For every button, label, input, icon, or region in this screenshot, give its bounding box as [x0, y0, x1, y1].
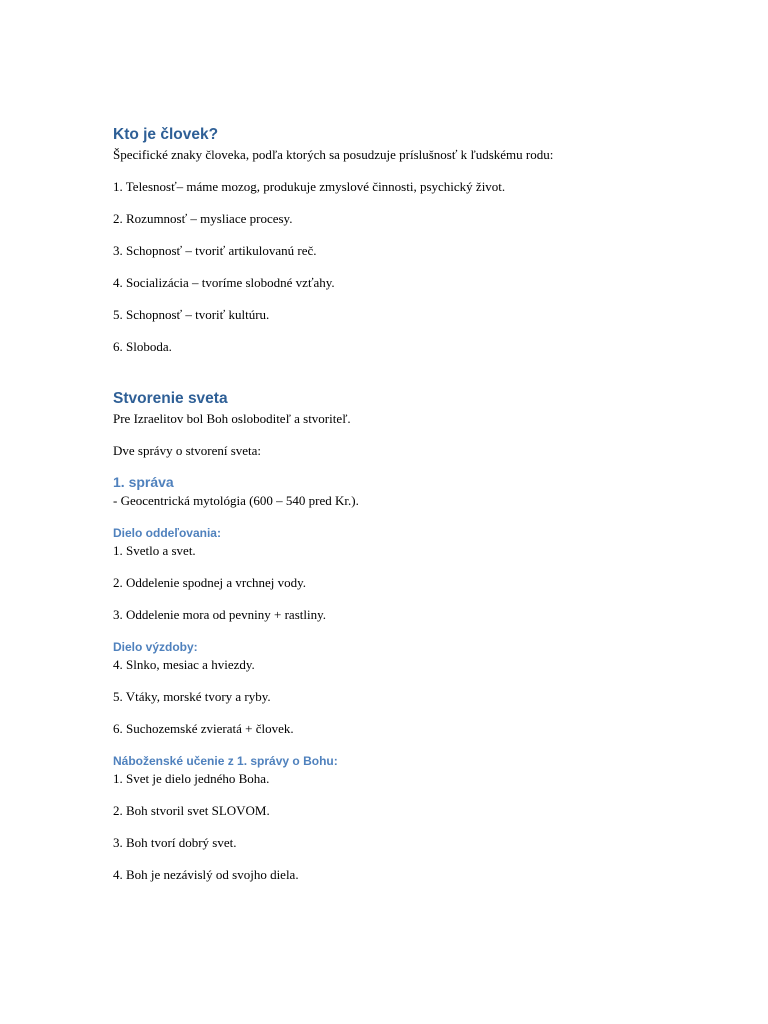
heading-stvorenie-sveta: Stvorenie sveta — [113, 390, 228, 407]
subheading-1-sprava: 1. správa — [113, 474, 174, 490]
list-item: 4. Boh je nezávislý od svojho diela. — [113, 867, 299, 882]
document-page — [113, 124, 673, 884]
list-item: 1. Svetlo a svet. — [113, 543, 196, 558]
list-item: 6. Sloboda. — [113, 339, 172, 354]
list-item: 4. Slnko, mesiac a hviezdy. — [113, 657, 255, 672]
list-item: 6. Suchozemské zvieratá + človek. — [113, 721, 294, 736]
list-item: 1. Svet je dielo jedného Boha. — [113, 771, 270, 786]
list-item: 3. Schopnosť – tvoriť artikulovanú reč. — [113, 243, 317, 258]
group-title-dielo-oddelovania: Dielo oddeľovania: — [113, 526, 221, 540]
list-item: 2. Oddelenie spodnej a vrchnej vody. — [113, 575, 307, 590]
group-title-nabozenske-ucenie: Náboženské učenie z 1. správy o Bohu: — [113, 754, 338, 768]
list-item: 3. Boh tvorí dobrý svet. — [113, 835, 237, 850]
paragraph: - Geocentrická mytológia (600 – 540 pred Kr.). — [113, 493, 359, 508]
list-item: 2. Boh stvoril svet SLOVOM. — [113, 803, 270, 818]
group-title-dielo-vyzdoby: Dielo výzdoby: — [113, 640, 198, 654]
list-item: 4. Socializácia – tvoríme slobodné vzťahy. — [113, 275, 335, 290]
list-item: 5. Vtáky, morské tvory a ryby. — [113, 689, 271, 704]
list-item: 1. Telesnosť– máme mozog, produkuje zmyslové činnosti, psychický život. — [113, 179, 506, 194]
paragraph: Pre Izraelitov bol Boh osloboditeľ a stvoriteľ. — [113, 411, 351, 426]
paragraph: Dve správy o stvorení sveta: — [113, 443, 262, 458]
list-item: 2. Rozumnosť – mysliace procesy. — [113, 211, 293, 226]
list-item: 3. Oddelenie mora od pevniny + rastliny. — [113, 607, 326, 622]
list-item: 5. Schopnosť – tvoriť kultúru. — [113, 307, 270, 322]
heading-kto-je-clovek: Kto je človek? — [113, 126, 219, 143]
intro-paragraph: Špecifické znaky človeka, podľa ktorých sa posudzuje príslušnosť k ľudskému rodu: — [113, 147, 554, 162]
